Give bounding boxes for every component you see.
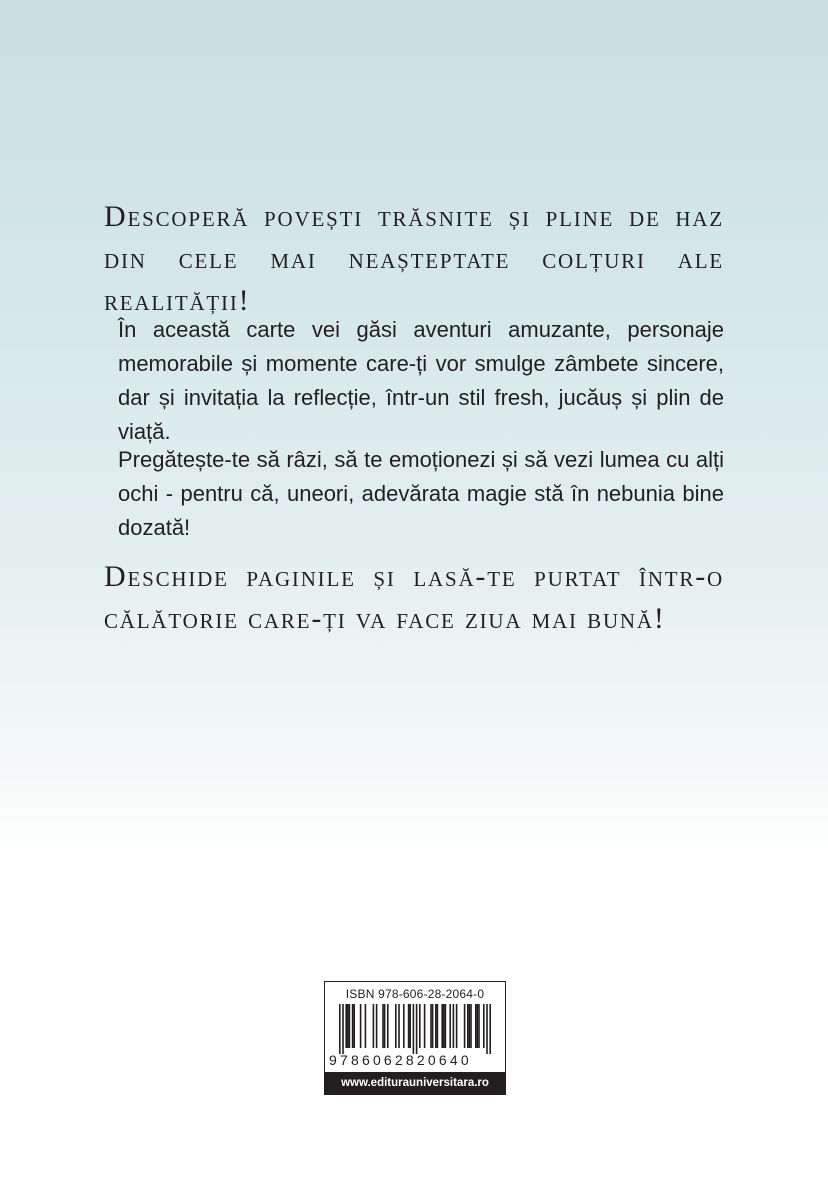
barcode-bar <box>408 1004 410 1048</box>
barcode-bar <box>489 1004 491 1054</box>
barcode-bar <box>416 1004 418 1054</box>
barcode-bar <box>373 1004 375 1048</box>
isbn-label: ISBN 978-606-28-2064-0 <box>345 987 485 1001</box>
isbn-barcode-block <box>324 981 506 1095</box>
barcode-bar <box>483 1004 485 1048</box>
closing-heading: Deschide paginile și lasă-te purtat într-o călătorie care-ți va face ziua mai bună! <box>104 560 724 635</box>
barcode-bar <box>419 1004 421 1048</box>
barcode-bar <box>456 1004 458 1048</box>
barcode-bar <box>403 1004 405 1048</box>
barcode-bar <box>478 1004 480 1048</box>
barcode-bar <box>477 1004 479 1048</box>
barcode-bar <box>475 1004 477 1048</box>
description-paragraph-2: Pregătește-te să râzi, să te emoționezi și să vezi lumea cu alți ochi - pentru că, uneori, adevărata magie stă în nebunia bine dozată! <box>118 447 724 540</box>
barcode-bar <box>437 1004 439 1048</box>
barcode-bar <box>398 1004 400 1048</box>
barcode-bar <box>409 1004 411 1048</box>
intro-heading: Descoperă povești trăsnite și pline de haz din cele mai neașteptate colțuri ale realității! <box>104 200 724 317</box>
barcode-bar <box>353 1004 355 1048</box>
barcode-bar <box>441 1004 443 1048</box>
barcode-bar <box>342 1004 344 1054</box>
barcode-bar <box>339 1004 341 1054</box>
publisher-url: www.editurauniversitara.ro <box>325 1072 505 1094</box>
barcode-bar <box>449 1004 451 1048</box>
barcode-bar <box>432 1004 434 1048</box>
barcode-bar <box>376 1004 378 1048</box>
barcode-bar <box>345 1004 347 1048</box>
barcode-bar <box>413 1004 415 1054</box>
barcode-bar <box>470 1004 472 1048</box>
barcode-bar <box>349 1004 351 1048</box>
barcode-bar <box>464 1004 466 1048</box>
barcode-bar <box>445 1004 447 1048</box>
barcode-bar <box>467 1004 469 1048</box>
barcode-bar <box>430 1004 432 1048</box>
barcode-bar <box>360 1004 362 1048</box>
barcode-bar <box>469 1004 471 1048</box>
barcode-digits: 9786062820640 <box>329 1052 472 1068</box>
barcode-bar <box>347 1004 349 1048</box>
barcode-bar <box>384 1004 386 1048</box>
barcode-bar <box>395 1004 397 1048</box>
barcode-bar <box>382 1004 384 1048</box>
barcode-bar <box>435 1004 437 1048</box>
barcode-bar <box>352 1004 354 1048</box>
description-paragraph-1: În această carte vei găsi aventuri amuzante, personaje memorabile și momente care-ți vor smulge zâmbete sincere, dar și invitația la reflecție, într-un stil fresh, jucăuș și plin de viață. <box>118 317 724 444</box>
barcode-bar <box>443 1004 445 1048</box>
barcode-bar <box>387 1004 389 1048</box>
barcode-bar <box>453 1004 455 1048</box>
barcode-bar <box>365 1004 367 1048</box>
barcode-bar <box>486 1004 488 1054</box>
barcode-bar <box>424 1004 426 1048</box>
